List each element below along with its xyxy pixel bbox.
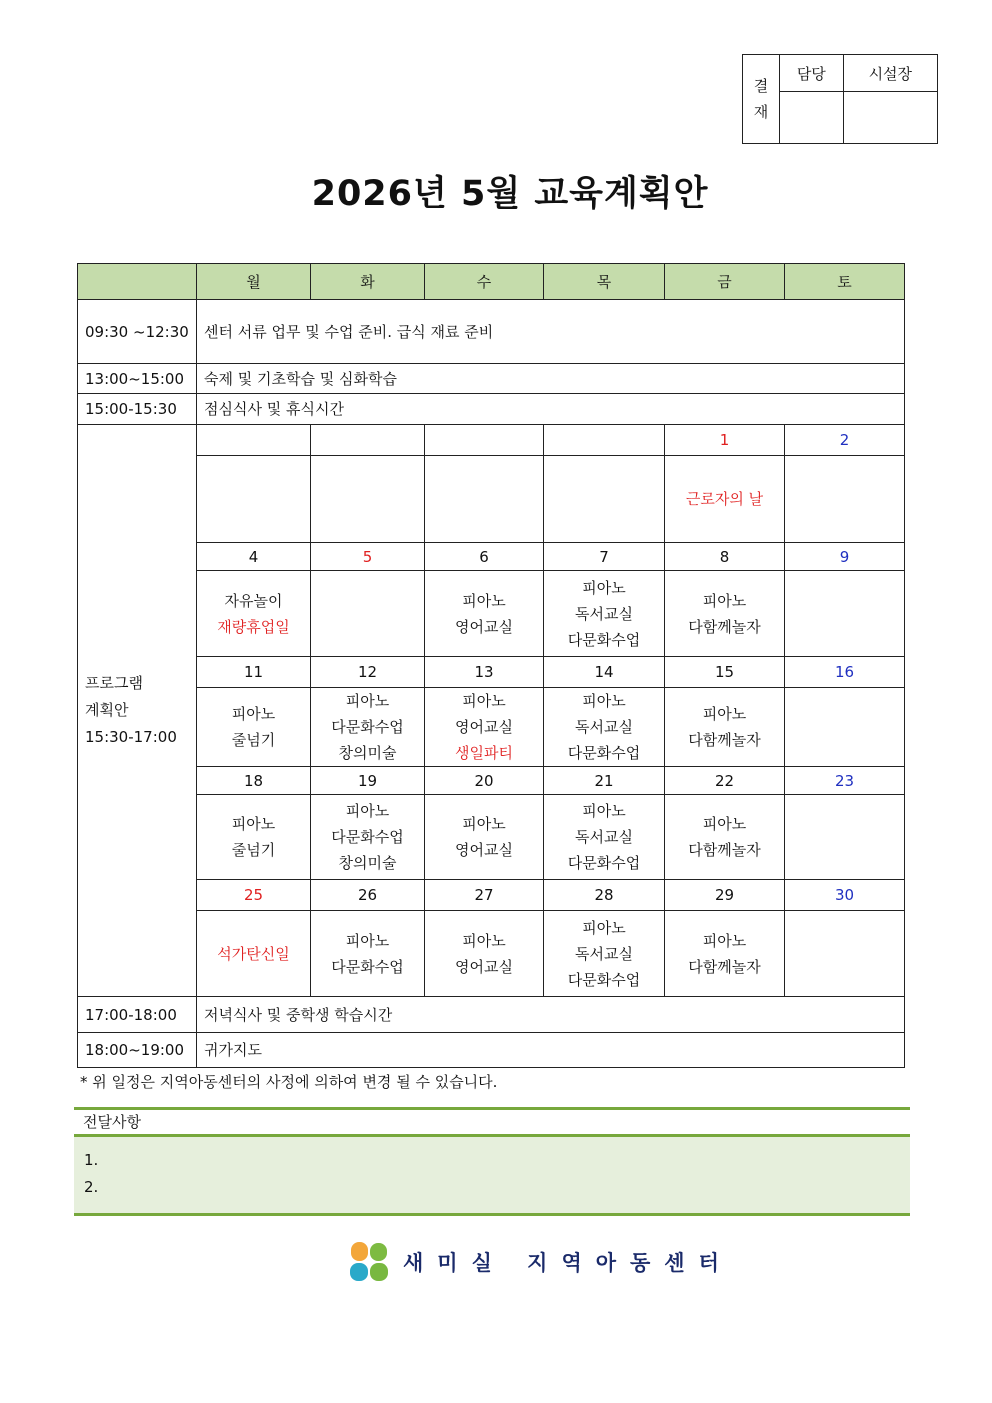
program-cell: 피아노 영어교실 bbox=[425, 911, 544, 997]
program-cell: 자유놀이 재량휴업일 bbox=[197, 571, 311, 657]
program-cell: 피아노 다함께놀자 bbox=[665, 911, 785, 997]
time-row bbox=[78, 1033, 905, 1068]
date-cell: 2 bbox=[785, 425, 905, 456]
notice-body bbox=[74, 1137, 910, 1213]
header-corner bbox=[78, 264, 197, 300]
date-cell bbox=[197, 425, 311, 456]
program-cell: 피아노 다문화수업 bbox=[311, 911, 425, 997]
date-cell: 13 bbox=[425, 657, 544, 688]
date-cell: 22 bbox=[665, 767, 785, 795]
date-row bbox=[78, 543, 905, 571]
date-cell: 4 bbox=[197, 543, 311, 571]
program-cell: 피아노 독서교실 다문화수업 bbox=[544, 795, 665, 880]
time-label: 09:30 ~12:30 bbox=[78, 300, 197, 364]
program-cell bbox=[311, 456, 425, 543]
approval-col-manager: 담당 bbox=[780, 55, 844, 92]
time-label: 18:00~19:00 bbox=[78, 1033, 197, 1068]
program-row bbox=[78, 795, 905, 880]
program-cell: 피아노 독서교실 다문화수업 bbox=[544, 571, 665, 657]
program-cell: 피아노 다문화수업 창의미술 bbox=[311, 688, 425, 767]
time-label: 15:00-15:30 bbox=[78, 394, 197, 425]
program-cell bbox=[311, 571, 425, 657]
event-label: 생일파티 bbox=[455, 744, 513, 762]
date-row bbox=[78, 767, 905, 795]
program-cell: 피아노 줄넘기 bbox=[197, 688, 311, 767]
day-header: 월 bbox=[197, 264, 311, 300]
time-label: 17:00-18:00 bbox=[78, 997, 197, 1033]
date-cell: 28 bbox=[544, 880, 665, 911]
program-cell bbox=[544, 456, 665, 543]
date-cell: 25 bbox=[197, 880, 311, 911]
program-row bbox=[78, 456, 905, 543]
date-cell bbox=[311, 425, 425, 456]
holiday-label: 재량휴업일 bbox=[217, 617, 290, 636]
date-cell bbox=[425, 425, 544, 456]
program-cell: 피아노 다문화수업 창의미술 bbox=[311, 795, 425, 880]
date-cell: 12 bbox=[311, 657, 425, 688]
program-cell bbox=[197, 456, 311, 543]
approval-sign-manager bbox=[780, 92, 844, 144]
program-cell bbox=[785, 911, 905, 997]
time-activity: 귀가지도 bbox=[197, 1033, 905, 1068]
approval-label: 결 재 bbox=[743, 55, 780, 144]
day-header-row bbox=[78, 264, 905, 300]
program-cell: 피아노 다함께놀자 bbox=[665, 571, 785, 657]
center-name: 새미실 지역아동센터 bbox=[403, 1251, 733, 1275]
program-row bbox=[78, 571, 905, 657]
program-cell bbox=[665, 456, 785, 543]
program-row bbox=[78, 911, 905, 997]
time-label: 13:00~15:00 bbox=[78, 364, 197, 394]
time-activity: 센터 서류 업무 및 수업 준비. 급식 재료 준비 bbox=[197, 300, 905, 364]
program-cell bbox=[785, 688, 905, 767]
notice-title: 전달사항 bbox=[74, 1110, 910, 1137]
day-header: 목 bbox=[544, 264, 665, 300]
day-header: 금 bbox=[665, 264, 785, 300]
program-label: 프로그램 계획안 15:30-17:00 bbox=[78, 425, 197, 997]
notice-item: 2. bbox=[84, 1178, 99, 1196]
date-cell: 7 bbox=[544, 543, 665, 571]
day-header: 토 bbox=[785, 264, 905, 300]
footer bbox=[349, 1242, 733, 1282]
program-cell: 피아노 독서교실 다문화수업 bbox=[544, 688, 665, 767]
schedule-table bbox=[77, 263, 905, 1068]
date-cell: 14 bbox=[544, 657, 665, 688]
time-row bbox=[78, 300, 905, 364]
date-cell: 26 bbox=[311, 880, 425, 911]
date-row bbox=[78, 425, 905, 456]
program-cell: 피아노 다함께놀자 bbox=[665, 688, 785, 767]
date-cell: 15 bbox=[665, 657, 785, 688]
date-cell: 11 bbox=[197, 657, 311, 688]
date-cell: 20 bbox=[425, 767, 544, 795]
approval-box bbox=[742, 54, 938, 144]
approval-sign-director bbox=[843, 92, 937, 144]
date-row bbox=[78, 657, 905, 688]
time-row bbox=[78, 394, 905, 425]
date-cell: 27 bbox=[425, 880, 544, 911]
date-cell: 5 bbox=[311, 543, 425, 571]
date-cell: 8 bbox=[665, 543, 785, 571]
holiday-label: 석가탄신일 bbox=[217, 944, 290, 963]
date-cell: 6 bbox=[425, 543, 544, 571]
program-cell bbox=[197, 911, 311, 997]
notice-item: 1. bbox=[84, 1151, 99, 1169]
program-cell bbox=[785, 456, 905, 543]
date-cell: 9 bbox=[785, 543, 905, 571]
program-cell bbox=[425, 456, 544, 543]
date-cell bbox=[544, 425, 665, 456]
date-cell: 1 bbox=[665, 425, 785, 456]
program-cell bbox=[785, 795, 905, 880]
program-row bbox=[78, 688, 905, 767]
day-header: 화 bbox=[311, 264, 425, 300]
program-cell: 피아노 영어교실 bbox=[425, 571, 544, 657]
date-cell: 30 bbox=[785, 880, 905, 911]
time-row bbox=[78, 364, 905, 394]
time-activity: 저녁식사 및 중학생 학습시간 bbox=[197, 997, 905, 1033]
program-cell: 피아노 줄넘기 bbox=[197, 795, 311, 880]
program-cell: 피아노 영어교실 bbox=[425, 795, 544, 880]
center-logo-icon bbox=[349, 1242, 389, 1282]
date-cell: 21 bbox=[544, 767, 665, 795]
date-cell: 23 bbox=[785, 767, 905, 795]
program-cell bbox=[785, 571, 905, 657]
time-row bbox=[78, 997, 905, 1033]
time-activity: 점심식사 및 휴식시간 bbox=[197, 394, 905, 425]
day-header: 수 bbox=[425, 264, 544, 300]
page-title: 2026년 5월 교육계획안 bbox=[311, 174, 709, 214]
holiday-label: 근로자의 날 bbox=[685, 490, 764, 508]
approval-col-director: 시설장 bbox=[843, 55, 937, 92]
program-cell: 피아노 영어교실 생일파티 bbox=[425, 688, 544, 767]
schedule-note: * 위 일정은 지역아동센터의 사정에 의하여 변경 될 수 있습니다. bbox=[80, 1073, 498, 1091]
date-cell: 19 bbox=[311, 767, 425, 795]
date-cell: 29 bbox=[665, 880, 785, 911]
program-cell: 피아노 독서교실 다문화수업 bbox=[544, 911, 665, 997]
program-cell: 피아노 다함께놀자 bbox=[665, 795, 785, 880]
date-row bbox=[78, 880, 905, 911]
date-cell: 16 bbox=[785, 657, 905, 688]
date-cell: 18 bbox=[197, 767, 311, 795]
notice-box bbox=[74, 1107, 910, 1216]
time-activity: 숙제 및 기초학습 및 심화학습 bbox=[197, 364, 905, 394]
